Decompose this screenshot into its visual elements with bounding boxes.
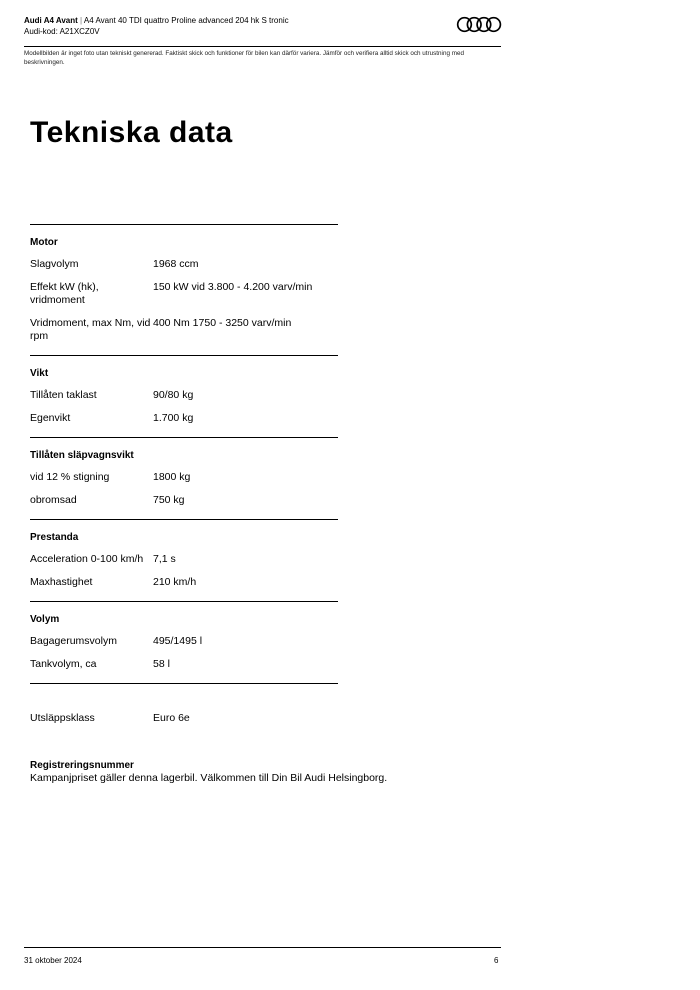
spec-label: Tankvolym, ca	[30, 658, 97, 670]
emission-label: Utsläppsklass	[30, 712, 95, 724]
emission-row	[30, 712, 190, 725]
section-trailer-weight	[30, 450, 338, 519]
spec-row	[30, 658, 338, 671]
spec-value: 1.700 kg	[153, 412, 194, 424]
section-title: Vikt	[30, 368, 49, 379]
spec-row	[30, 281, 338, 307]
page-header	[24, 15, 501, 37]
spec-row	[30, 553, 338, 566]
spec-row	[30, 258, 338, 271]
spec-label: Maxhastighet	[30, 576, 93, 588]
section-title: Motor	[30, 237, 58, 248]
audi-code: Audi-kod: A21XCZ0V	[24, 27, 100, 36]
section-divider	[30, 519, 338, 520]
section-volym	[30, 614, 338, 683]
header-divider	[24, 46, 501, 47]
spec-row	[30, 471, 338, 484]
section-divider	[30, 601, 338, 602]
disclaimer-text: Modellbilden är inget foto utan tekniskt genererad. Faktiskt skick och funktioner för bilen kan därför variera. Jämför och verifiera alltid skick och utrustning med beskrivningen.	[24, 50, 464, 66]
emission-value: Euro 6e	[153, 712, 190, 724]
spec-row	[30, 389, 338, 402]
spec-value: 150 kW vid 3.800 - 4.200 varv/min	[153, 281, 313, 293]
spec-label: obromsad	[30, 494, 77, 506]
section-title: Prestanda	[30, 532, 79, 543]
section-divider	[30, 355, 338, 356]
section-vikt	[30, 368, 338, 437]
specs-table	[30, 224, 338, 684]
header-model-line	[24, 15, 501, 26]
spec-label: Effekt kW (hk), vridmoment	[30, 281, 99, 306]
spec-value: 210 km/h	[153, 576, 197, 588]
section-divider	[30, 224, 338, 225]
spec-value: 495/1495 l	[153, 635, 203, 647]
spec-label: Slagvolym	[30, 258, 79, 270]
spec-row	[30, 317, 338, 343]
section-prestanda	[30, 532, 338, 601]
spec-value: 1968 ccm	[153, 258, 199, 270]
spec-value: 750 kg	[153, 494, 185, 506]
registration-block	[30, 760, 480, 785]
spec-value: 1800 kg	[153, 471, 191, 483]
spec-row	[30, 412, 338, 425]
header-separator: |	[80, 16, 83, 25]
spec-label: Acceleration 0-100 km/h	[30, 553, 144, 565]
model-variant: A4 Avant 40 TDI quattro Proline advanced 204 hk S tronic	[83, 16, 289, 25]
model-name: Audi A4 Avant	[24, 16, 78, 25]
spec-label: Tillåten taklast	[30, 389, 97, 401]
page-title: Tekniska data	[30, 116, 233, 149]
section-divider	[30, 683, 338, 684]
footer-date: 31 oktober 2024	[24, 956, 82, 965]
spec-label: Egenvikt	[30, 412, 71, 424]
spec-value: 7,1 s	[153, 553, 176, 565]
registration-title: Registreringsnummer	[30, 760, 134, 771]
section-title: Tillåten släpvagnsvikt	[30, 450, 134, 461]
spec-label: vid 12 % stigning	[30, 471, 110, 483]
footer-divider	[24, 947, 501, 948]
spec-value: 90/80 kg	[153, 389, 194, 401]
spec-row	[30, 576, 338, 589]
spec-row	[30, 494, 338, 507]
spec-label: Bagagerumsvolym	[30, 635, 117, 647]
registration-text: Kampanjpriset gäller denna lagerbil. Välkommen till Din Bil Audi Helsingborg.	[30, 772, 388, 784]
audi-rings-icon	[456, 16, 502, 33]
section-motor	[30, 237, 338, 355]
page-number: 6	[494, 956, 499, 965]
spec-value: 58 l	[153, 658, 170, 670]
spec-row	[30, 635, 338, 648]
section-title: Volym	[30, 614, 60, 625]
spec-value: 400 Nm 1750 - 3250 varv/min	[153, 317, 292, 329]
spec-label: Vridmoment, max Nm, vid rpm	[30, 317, 151, 342]
section-divider	[30, 437, 338, 438]
